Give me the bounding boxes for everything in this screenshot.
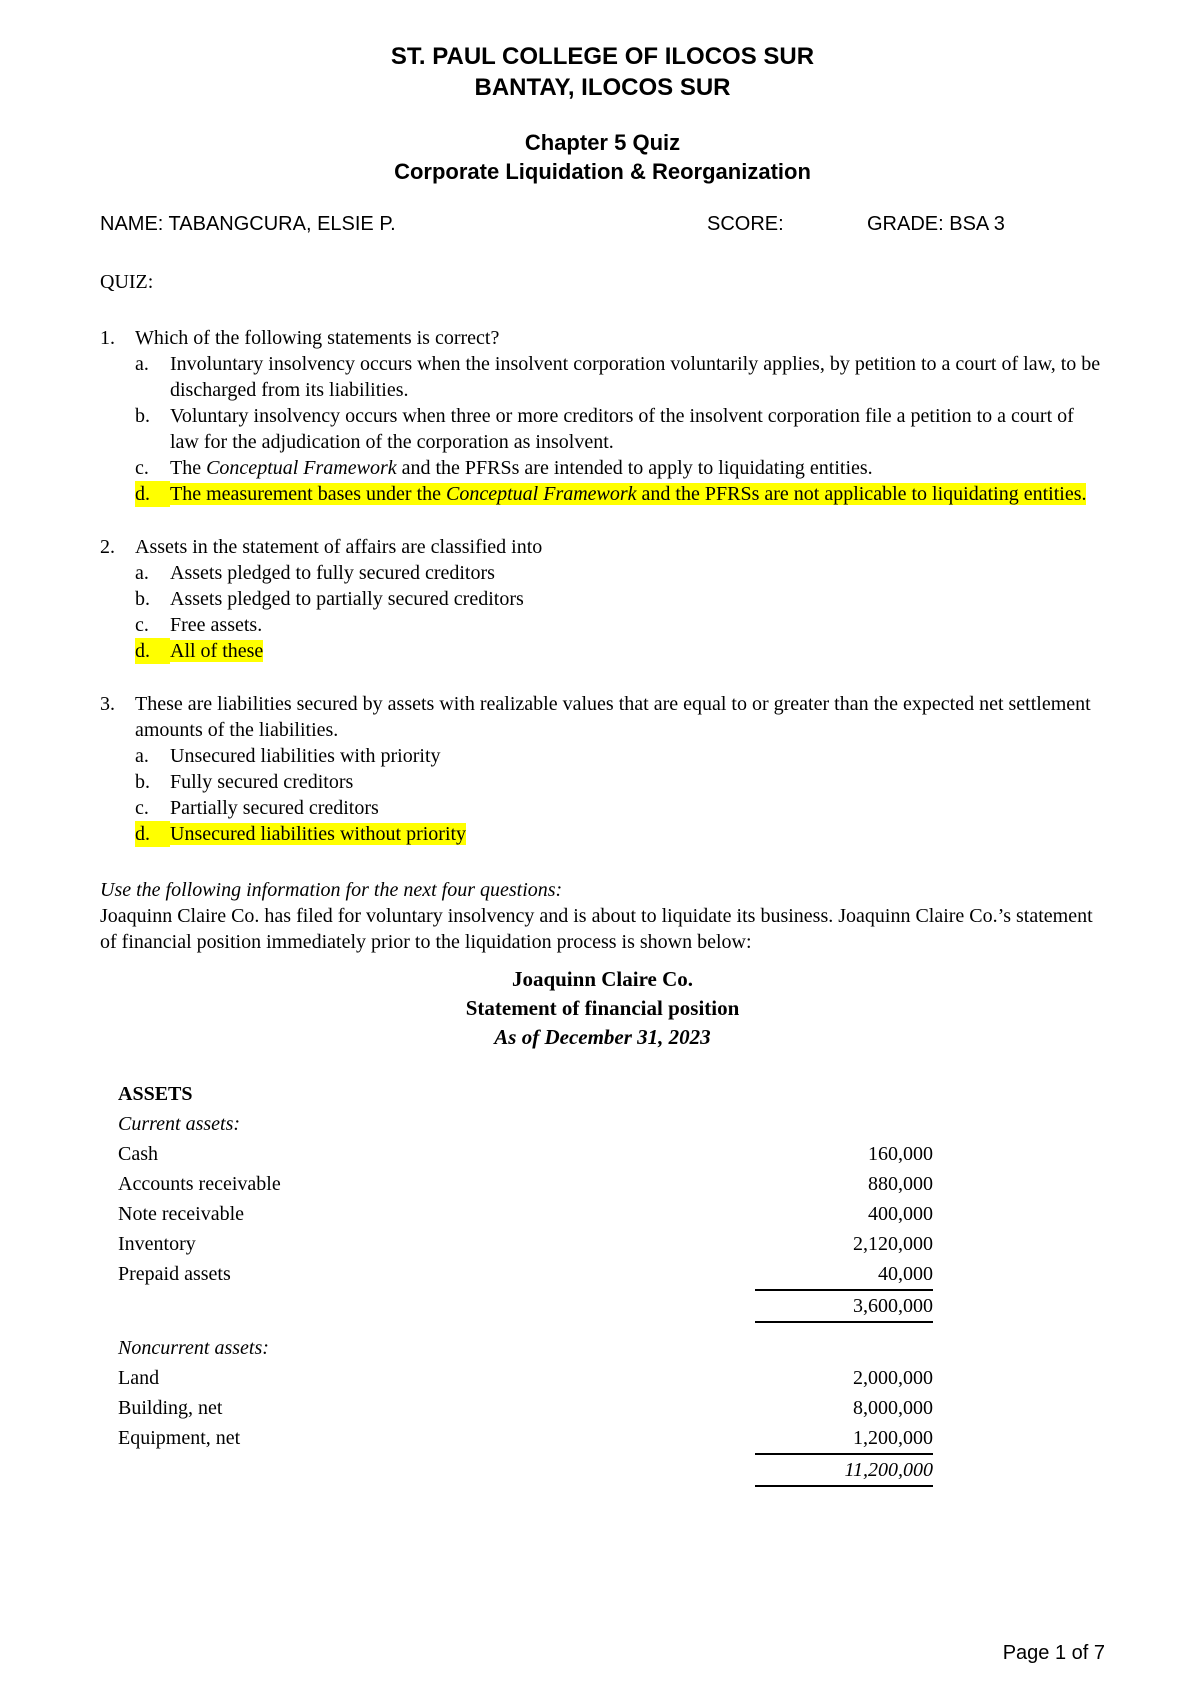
assets-heading: ASSETS — [118, 1082, 193, 1105]
quiz-heading: QUIZ: — [100, 270, 154, 293]
choice-letter: a. — [135, 744, 149, 767]
fs-row-prepaid-assets — [118, 1259, 933, 1289]
choice-text-part: and the PFRSs are intended to apply to liquidating entities. — [396, 456, 873, 479]
question-text: These are liabilities secured by assets with realizable values that are equal to or greater than the expected net settlement amounts of the liabilities. — [135, 692, 1091, 741]
choice-d-highlighted — [135, 481, 1105, 507]
financial-statement-table — [118, 1079, 933, 1487]
choice-b — [135, 586, 1105, 612]
fs-total-row — [118, 1453, 933, 1487]
choice-c — [135, 795, 1105, 821]
choice-c — [135, 455, 1105, 481]
choice-letter: c. — [135, 456, 149, 479]
fs-amount: 1,200,000 — [853, 1426, 933, 1449]
fs-label: Accounts receivable — [118, 1172, 281, 1195]
choice-b — [135, 403, 1105, 455]
choice-letter: d. — [135, 481, 170, 507]
fs-row-accounts-receivable — [118, 1169, 933, 1199]
question-number: 3. — [100, 692, 115, 715]
choice-text — [170, 481, 1105, 507]
school-name: ST. PAUL COLLEGE OF ILOCOS SUR — [390, 43, 815, 70]
question-head — [100, 534, 1105, 560]
fs-row-land — [118, 1363, 933, 1393]
current-assets-total: 3,600,000 — [755, 1289, 933, 1323]
choice-a — [135, 560, 1105, 586]
case-intro-lead: Use the following information for the next four questions: — [100, 878, 563, 901]
choice-text — [170, 638, 1105, 664]
choice-list — [135, 743, 1105, 847]
fs-row-inventory — [118, 1229, 933, 1259]
choice-list — [135, 560, 1105, 664]
case-intro-body: Joaquinn Claire Co. has filed for voluntary insolvency and is about to liquidate its business. Joaquinn Claire Co.’s statement of financial position immediately prior to the liquidation process is shown below: — [100, 904, 1093, 953]
choice-c — [135, 612, 1105, 638]
question-head — [100, 691, 1105, 743]
choice-a — [135, 743, 1105, 769]
score-label: SCORE: — [707, 212, 784, 235]
fs-amount: 8,000,000 — [853, 1396, 933, 1419]
grade-label: GRADE: BSA 3 — [867, 212, 1005, 235]
quiz-subtitle: Corporate Liquidation & Reorganization — [394, 159, 811, 185]
choice-letter: c. — [135, 613, 149, 636]
choice-letter: d. — [135, 821, 170, 847]
choice-text: Partially secured creditors — [170, 796, 379, 819]
case-intro — [100, 877, 1105, 955]
question-1 — [100, 325, 1105, 507]
fs-label: Land — [118, 1366, 160, 1389]
choice-text: Free assets. — [170, 613, 263, 636]
fs-amount: 160,000 — [868, 1142, 933, 1165]
fs-label: Prepaid assets — [118, 1262, 231, 1285]
choice-text: Voluntary insolvency occurs when three or more creditors of the insolvent corporation file a petition to a court of law for the adjudication of the corporation as insolvent. — [170, 404, 1074, 453]
choice-a — [135, 351, 1105, 403]
choice-text — [170, 455, 1105, 481]
fs-row-note-receivable — [118, 1199, 933, 1229]
choice-text-part: and the PFRSs are not applicable to liquidating entities. — [636, 482, 1087, 505]
page-number: Page 1 of 7 — [1002, 1642, 1105, 1664]
choice-letter: b. — [135, 404, 150, 427]
highlighted-answer: Unsecured liabilities without priority — [170, 822, 467, 845]
statement-title: Statement of financial position — [465, 996, 740, 1021]
choice-text — [170, 821, 1105, 847]
choice-text: Assets pledged to fully secured creditors — [170, 561, 495, 584]
student-name: NAME: TABANGCURA, ELSIE P. — [100, 212, 396, 235]
question-2 — [100, 534, 1105, 664]
fs-label: Inventory — [118, 1232, 196, 1255]
choice-letter: d. — [135, 638, 170, 664]
fs-section-heading — [118, 1109, 933, 1139]
fs-subtotal-row — [118, 1289, 933, 1323]
highlighted-answer: All of these — [170, 639, 264, 662]
statement-company: Joaquinn Claire Co. — [511, 966, 694, 991]
fs-row-equipment-net — [118, 1423, 933, 1453]
fs-amount: 2,120,000 — [853, 1232, 933, 1255]
fs-label: Building, net — [118, 1396, 223, 1419]
fs-amount: 40,000 — [878, 1262, 933, 1285]
fs-section-heading — [118, 1333, 933, 1363]
school-location: BANTAY, ILOCOS SUR — [474, 73, 731, 101]
fs-label: Note receivable — [118, 1202, 245, 1225]
total-assets: 11,200,000 — [755, 1453, 933, 1487]
fs-row-cash — [118, 1139, 933, 1169]
choice-letter: a. — [135, 352, 149, 375]
choice-text-italic: Conceptual Framework — [206, 456, 397, 479]
quiz-title: Chapter 5 Quiz — [524, 130, 681, 156]
choice-b — [135, 769, 1105, 795]
choice-text-part: The — [170, 456, 207, 479]
choice-text: Assets pledged to partially secured creditors — [170, 587, 524, 610]
fs-label: Equipment, net — [118, 1426, 241, 1449]
statement-date: As of December 31, 2023 — [494, 1025, 711, 1050]
fs-section-heading — [118, 1079, 933, 1109]
question-text: Which of the following statements is correct? — [135, 326, 500, 349]
fs-amount: 400,000 — [868, 1202, 933, 1225]
choice-letter: b. — [135, 587, 150, 610]
choice-letter: c. — [135, 796, 149, 819]
choice-letter: b. — [135, 770, 150, 793]
choice-text: Involuntary insolvency occurs when the insolvent corporation voluntarily applies, by petition to a court of law, to be discharged from its liabilities. — [170, 352, 1101, 401]
noncurrent-assets-heading: Noncurrent assets: — [118, 1336, 269, 1359]
fs-amount: 2,000,000 — [853, 1366, 933, 1389]
question-text: Assets in the statement of affairs are classified into — [135, 535, 543, 558]
fs-label: Cash — [118, 1142, 158, 1165]
fs-row-building-net — [118, 1393, 933, 1423]
question-head — [100, 325, 1105, 351]
choice-d-highlighted — [135, 821, 1105, 847]
choice-letter: a. — [135, 561, 149, 584]
choice-text: Fully secured creditors — [170, 770, 354, 793]
choice-text: Unsecured liabilities with priority — [170, 744, 441, 767]
choice-d-highlighted — [135, 638, 1105, 664]
spacer — [118, 1323, 933, 1333]
spacer — [100, 103, 1105, 129]
student-info-line — [100, 211, 1105, 237]
choice-text-part: The measurement bases under the — [170, 482, 447, 505]
current-assets-heading: Current assets: — [118, 1112, 241, 1135]
choice-text-italic: Conceptual Framework — [446, 482, 637, 505]
question-number: 2. — [100, 535, 115, 558]
fs-amount: 880,000 — [868, 1172, 933, 1195]
question-3 — [100, 691, 1105, 847]
choice-list — [135, 351, 1105, 507]
question-number: 1. — [100, 326, 115, 349]
statement-header — [100, 965, 1105, 1053]
